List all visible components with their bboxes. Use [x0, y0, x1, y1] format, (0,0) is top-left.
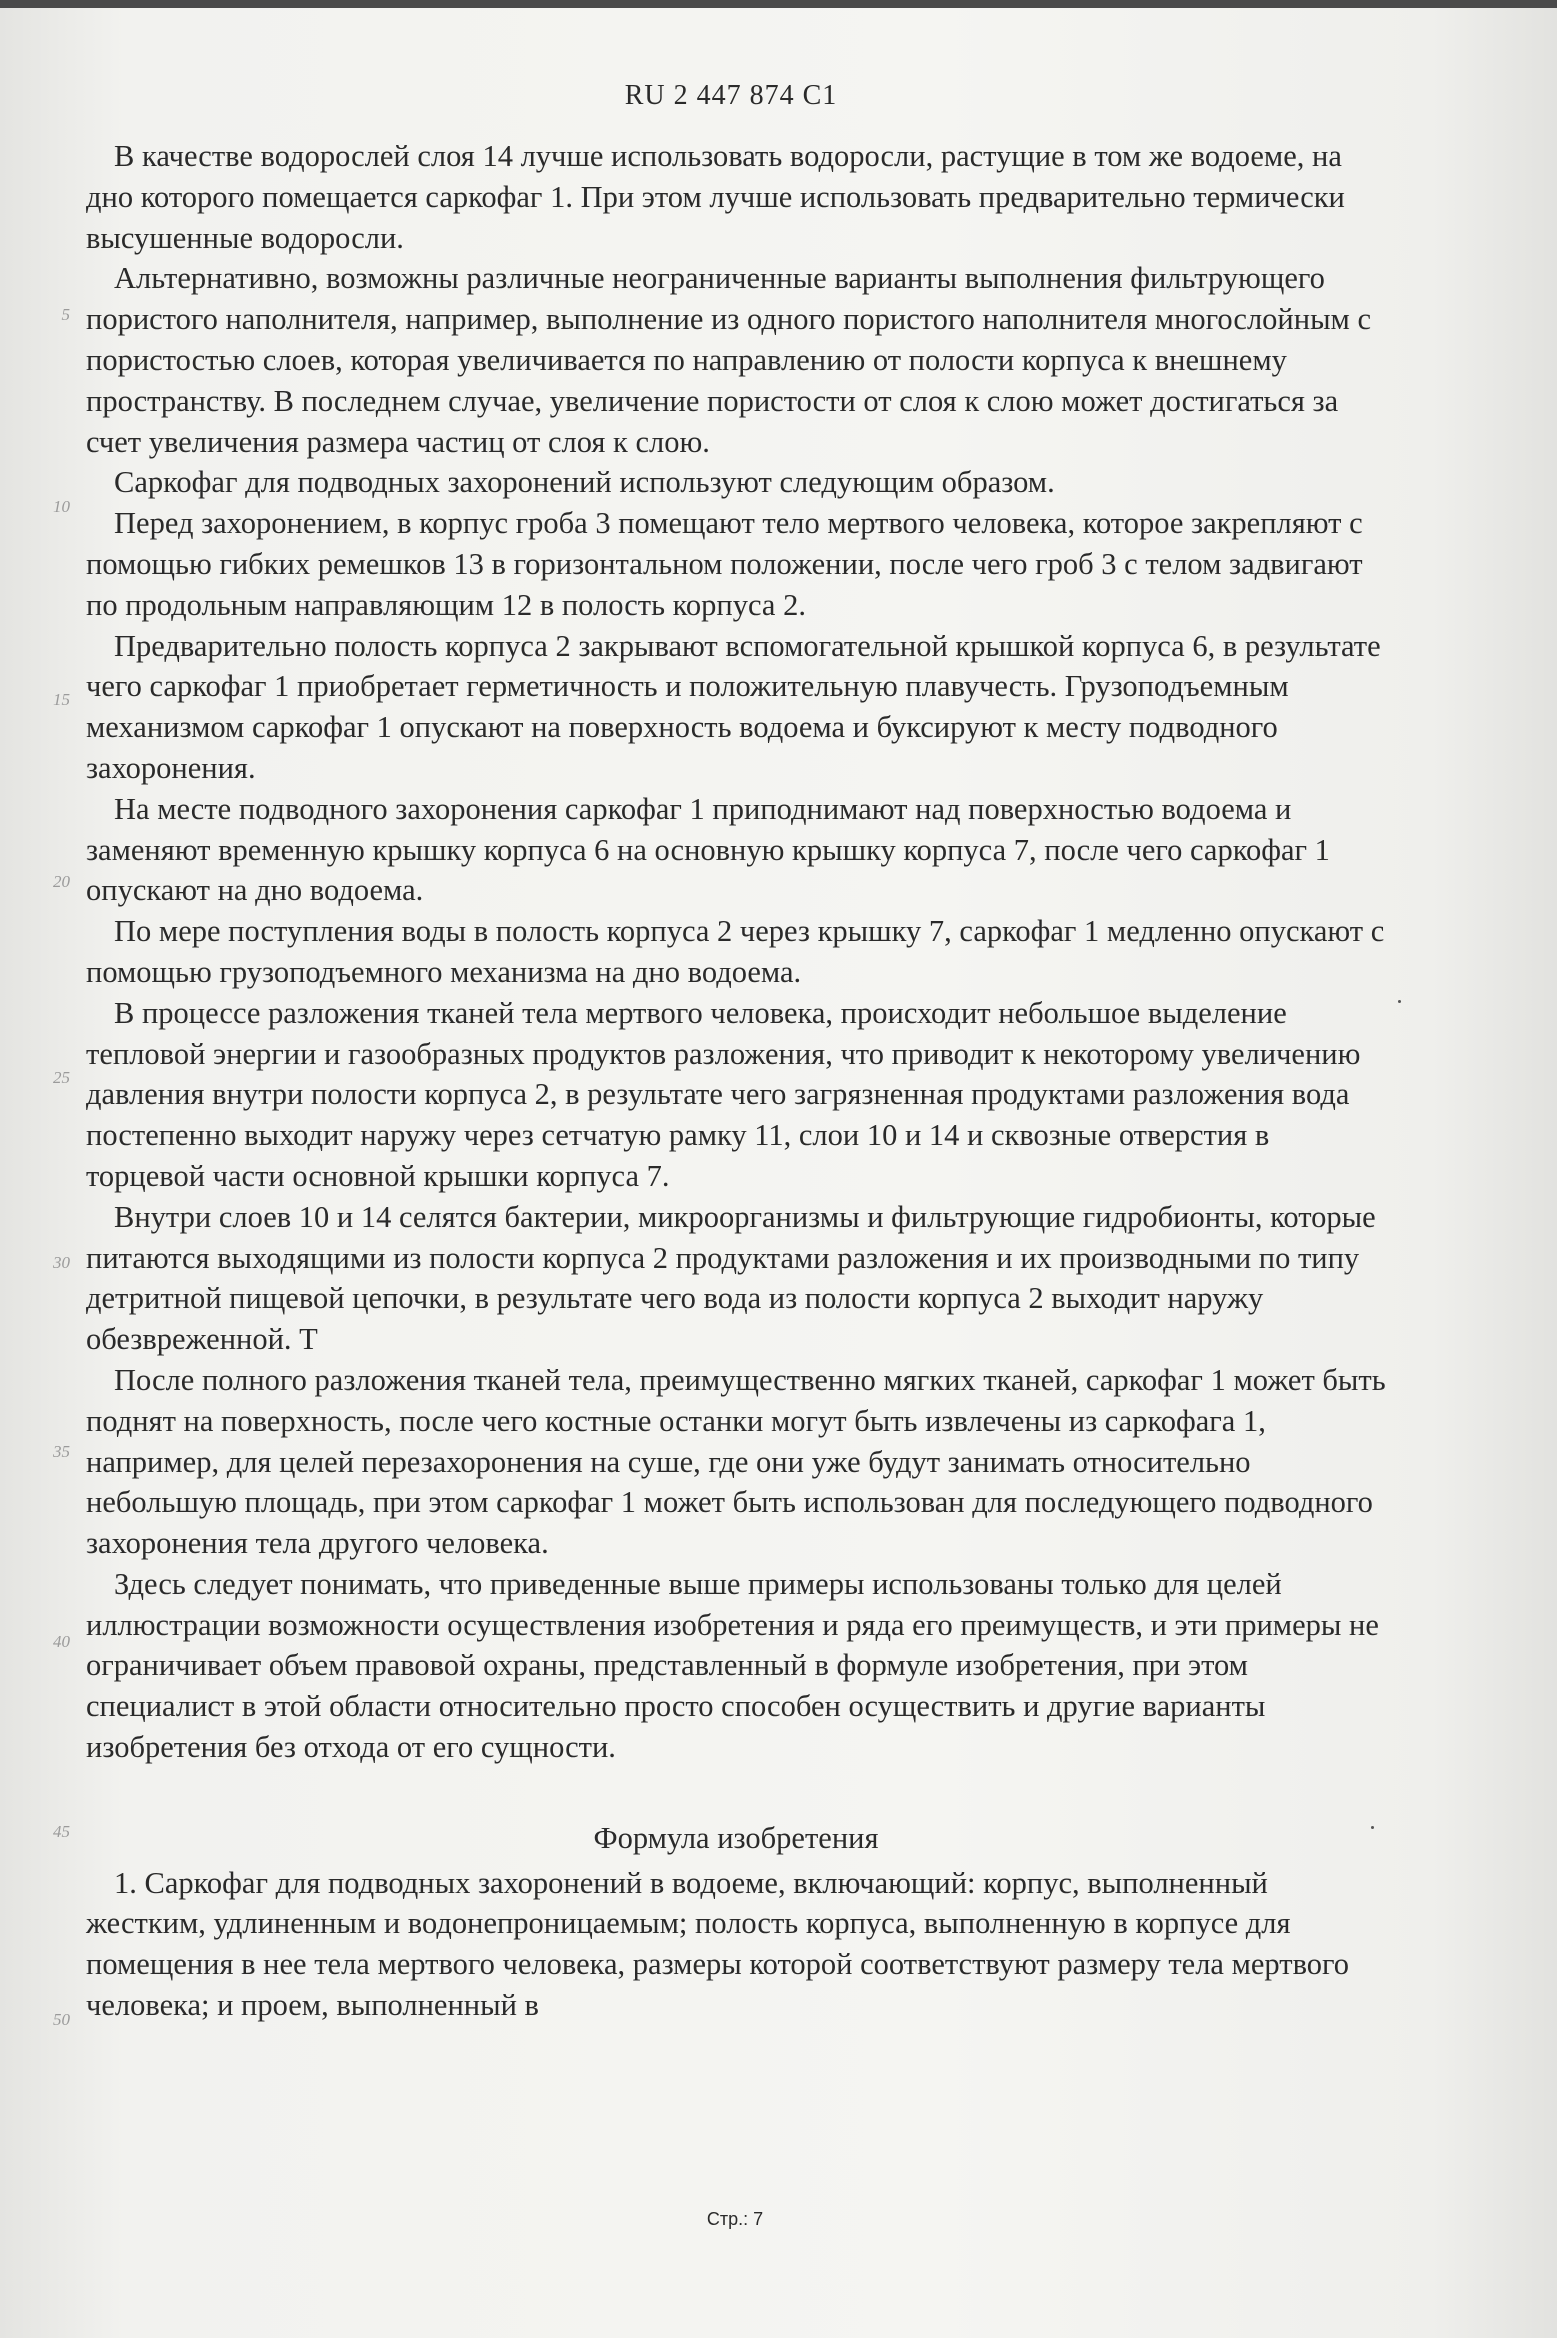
line-number: 30 [53, 1253, 70, 1272]
paragraph: Перед захоронением, в корпус гроба 3 помещают тело мертвого человека, которое закрепляют с помощью гибких ремешков 13 в горизонтальном положении, после чего гроб 3 с телом задвигают по продольным направляющим 12 в полость корпуса 2. [86, 506, 1363, 622]
line-number: 20 [53, 872, 70, 891]
document-body [86, 136, 1386, 2026]
line-number: 45 [53, 1822, 70, 1841]
line-number: 15 [53, 690, 70, 709]
paragraph: Предварительно полость корпуса 2 закрывают вспомогательной крышкой корпуса 6, в результате чего саркофаг 1 приобретает герметичность и положительную плавучесть. Грузоподъемным механизмом саркофаг 1 опускают на поверхность водоема и буксируют к месту подводного захоронения. [86, 628, 1381, 785]
line-number: 50 [53, 2010, 70, 2029]
page-number: Стр.: 7 [706, 2209, 764, 2229]
paragraph: В качестве водорослей слоя 14 лучше использовать водоросли, растущие в том же водоеме, на дно которого помещается саркофаг 1. При этом лучше использовать предварительно термически высушенные водоросли. [86, 139, 1345, 255]
claim-1: 1. Саркофаг для подводных захоронений в водоеме, включающий: корпус, выполненный жестким, удлиненным и водонепроницаемым; полость корпуса, выполненную в корпусе для помещения в нее тела мертвого человека, размеры которой соответствуют размеру тела мертвого человека; и проем, выполненный в [86, 1865, 1350, 2023]
line-number: 25 [53, 1068, 70, 1087]
paragraph: Альтернативно, возможны различные неограниченные варианты выполнения фильтрующего пористого наполнителя, например, выполнение из одного пористого наполнителя многослойным с пористостью слоев, которая увеличивается по направлению от полости корпуса к внешнему пространству. В последнем случае, увеличение пористости от слоя к слою может достигаться за счет увеличения размера частиц от слоя к слою. [86, 261, 1372, 459]
paragraph: В процессе разложения тканей тела мертвого человека, происходит небольшое выделение тепловой энергии и газообразных продуктов разложения, что приводит к некоторому увеличению давления внутри полости корпуса 2, в результате чего загрязненная продуктами разложения вода постепенно выходит наружу через сетчатую рамку 11, слои 10 и 14 и сквозные отверстия в торцевой части основной крышки корпуса 7. [86, 995, 1361, 1193]
formula-title: Формула изобретения [593, 1820, 879, 1855]
paragraph: На месте подводного захоронения саркофаг 1 приподнимают над поверхностью водоема и заменяют временную крышку корпуса 6 на основную крышку корпуса 7, после чего саркофаг 1 опускают на дно водоема. [86, 791, 1330, 908]
line-number: 5 [61, 305, 70, 324]
scan-speck [1371, 1826, 1374, 1829]
paragraph: Внутри слоев 10 и 14 селятся бактерии, микроорганизмы и фильтрующие гидробионты, которые питаются выходящими из полости корпуса 2 продуктами разложения и их производными по типу детритной пищевой цепочки, в результате чего вода из полости корпуса 2 выходит наружу обезвреженной. Т [86, 1199, 1376, 1357]
patent-header: RU 2 447 874 C1 [624, 80, 838, 111]
scan-edge [0, 0, 1557, 8]
paragraph: Здесь следует понимать, что приведенные выше примеры использованы только для целей иллюстрации возможности осуществления изобретения и ряда его преимуществ, и эти примеры не ограничивает объем правовой охраны, представленный в формуле изобретения, при этом специалист в этой области относительно просто способен осуществить и другие варианты изобретения без отхода от его сущности. [86, 1566, 1379, 1765]
paragraph: По мере поступления воды в полость корпуса 2 через крышку 7, саркофаг 1 медленно опускают с помощью грузоподъемного механизма на дно водоема. [86, 914, 1385, 989]
line-number: 10 [53, 497, 70, 516]
scan-speck [1398, 1000, 1401, 1003]
line-number: 35 [53, 1442, 70, 1461]
line-number: 40 [53, 1632, 70, 1651]
paragraph: Саркофаг для подводных захоронений используют следующим образом. [114, 465, 1055, 500]
paragraph: После полного разложения тканей тела, преимущественно мягких тканей, саркофаг 1 может быть поднят на поверхность, после чего костные останки могут быть извлечены из саркофага 1, например, для целей перезахоронения на суше, где они уже будут занимать относительно небольшую площадь, при этом саркофаг 1 может быть использован для последующего подводного захоронения тела другого человека. [86, 1362, 1386, 1561]
